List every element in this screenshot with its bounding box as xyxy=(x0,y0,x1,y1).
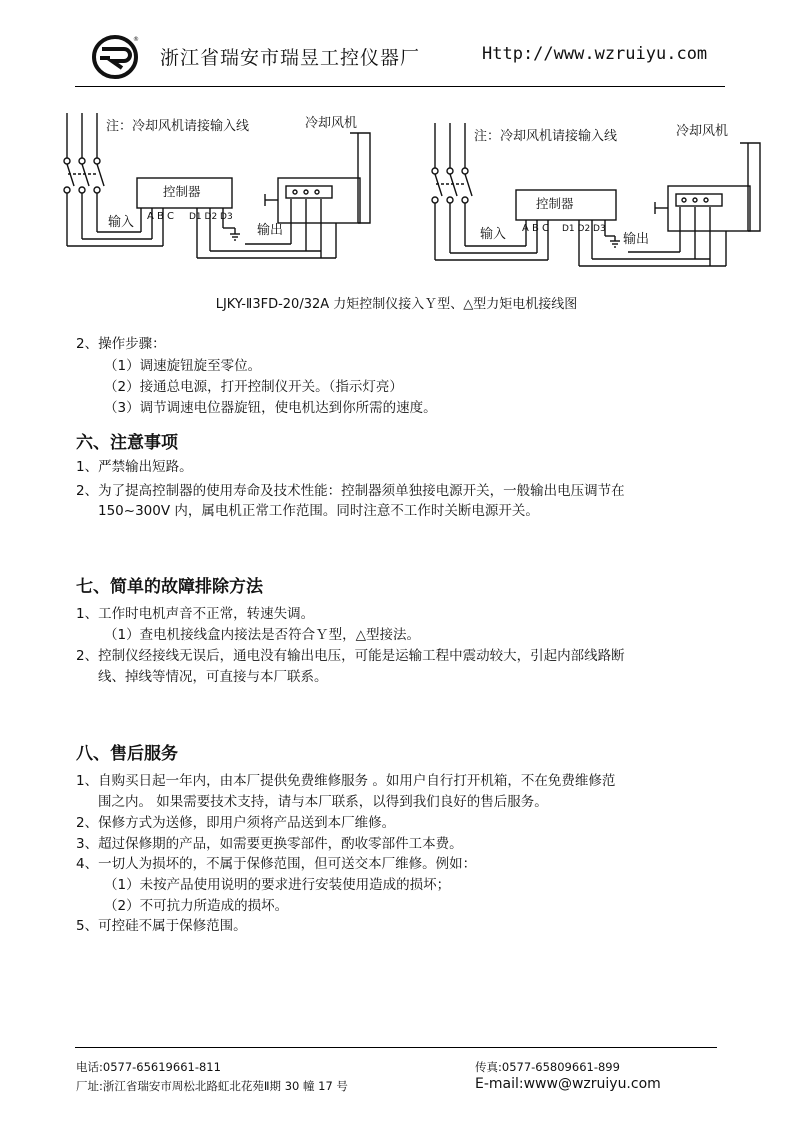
diagram-controller-label: 控制器 xyxy=(536,196,574,211)
diagram-terminals: A B C xyxy=(147,211,175,222)
wiring-diagram-y-type xyxy=(64,113,370,258)
service-item: 3、超过保修期的产品，如需要更换零部件，酌收零部件工本费。 xyxy=(76,836,463,852)
precaution-item: 2、为了提高控制器的使用寿命及技术性能：控制器须单独接电源开关，一般输出电压调节在 xyxy=(76,483,625,499)
footer-fax: 传真:0577-65809661-899 xyxy=(475,1060,620,1074)
steps-item: （3）调节调速电位器旋钮，使电机达到你所需的速度。 xyxy=(104,400,437,416)
section-title-precautions: 六、注意事项 xyxy=(76,433,178,453)
steps-item: （2）接通总电源，打开控制仪开关。（指示灯亮） xyxy=(104,379,403,395)
service-item: （2）不可抗力所造成的损坏。 xyxy=(104,898,289,914)
diagram-caption: LJKY-Ⅱ3FD-20/32A 力矩控制仪接入Ｙ型、△型力矩电机接线图 xyxy=(215,297,578,312)
company-url: Http://www.wzruiyu.com xyxy=(482,44,708,64)
wiring-diagram-delta-type xyxy=(432,123,760,266)
svg-text:®: ® xyxy=(133,36,139,43)
header-divider xyxy=(75,86,725,87)
diagram-outputs: D1 D2 D3 xyxy=(189,212,233,222)
wiring-diagram xyxy=(50,108,760,278)
diagram-fan-label: 冷却风机 xyxy=(305,116,358,131)
service-item: （1）未按产品使用说明的要求进行安装使用造成的损坏； xyxy=(104,877,451,893)
troubleshooting-item: （1）查电机接线盒内接法是否符合Ｙ型，△型接法。 xyxy=(104,627,420,643)
footer-address: 厂址:浙江省瑞安市周松北路虹北花苑Ⅱ期 30 幢 17 号 xyxy=(76,1079,348,1093)
footer-divider xyxy=(75,1047,717,1048)
troubleshooting-item: 线、掉线等情况，可直接与本厂联系。 xyxy=(98,669,328,685)
diagram-note: 注：冷却风机请接输入线 xyxy=(106,119,250,134)
diagram-output-label: 输出 xyxy=(623,232,650,247)
diagram-controller-label: 控制器 xyxy=(163,184,201,199)
troubleshooting-item: 1、工作时电机声音不正常，转速失调。 xyxy=(76,606,315,622)
diagram-output-label: 输出 xyxy=(257,223,284,238)
company-name: 浙江省瑞安市瑞昱工控仪器厂 xyxy=(160,47,421,69)
diagram-fan-label: 冷却风机 xyxy=(676,124,729,139)
diagram-outputs: D1 D2 D3 xyxy=(562,224,606,234)
service-item: 1、自购买日起一年内，由本厂提供免费维修服务 。如用户自行打开机箱，不在免费维修范 xyxy=(76,773,616,789)
diagram-input-label: 输入 xyxy=(108,215,135,230)
section-title-after-sales: 八、售后服务 xyxy=(76,744,178,764)
troubleshooting-item: 2、控制仪经接线无误后，通电没有输出电压，可能是运输工程中震动较大，引起内部线路断 xyxy=(76,648,625,664)
section-title-troubleshooting: 七、简单的故障排除方法 xyxy=(76,577,263,597)
service-item: 围之内。 如果需要技术支持，请与本厂联系，以得到我们良好的售后服务。 xyxy=(98,794,548,810)
service-item: 2、保修方式为送修，即用户须将产品送到本厂维修。 xyxy=(76,815,396,831)
steps-heading: 2、操作步骤： xyxy=(76,336,166,352)
company-logo xyxy=(92,34,138,80)
footer-phone: 电话:0577-65619661-811 xyxy=(76,1060,221,1074)
diagram-terminals: A B C xyxy=(522,223,550,234)
precaution-item: 150~300V 内，属电机正常工作范围。同时注意不工作时关断电源开关。 xyxy=(98,503,539,519)
precaution-item: 1、严禁输出短路。 xyxy=(76,459,193,475)
service-item: 4、一切人为损坏的，不属于保修范围，但可送交本厂维修。例如： xyxy=(76,856,477,872)
steps-item: （1）调速旋钮旋至零位。 xyxy=(104,358,262,374)
diagram-input-label: 输入 xyxy=(480,227,507,242)
service-item: 5、可控硅不属于保修范围。 xyxy=(76,918,247,934)
diagram-note: 注：冷却风机请接输入线 xyxy=(474,129,618,144)
footer-email: E-mail:www@wzruiyu.com xyxy=(475,1076,661,1092)
